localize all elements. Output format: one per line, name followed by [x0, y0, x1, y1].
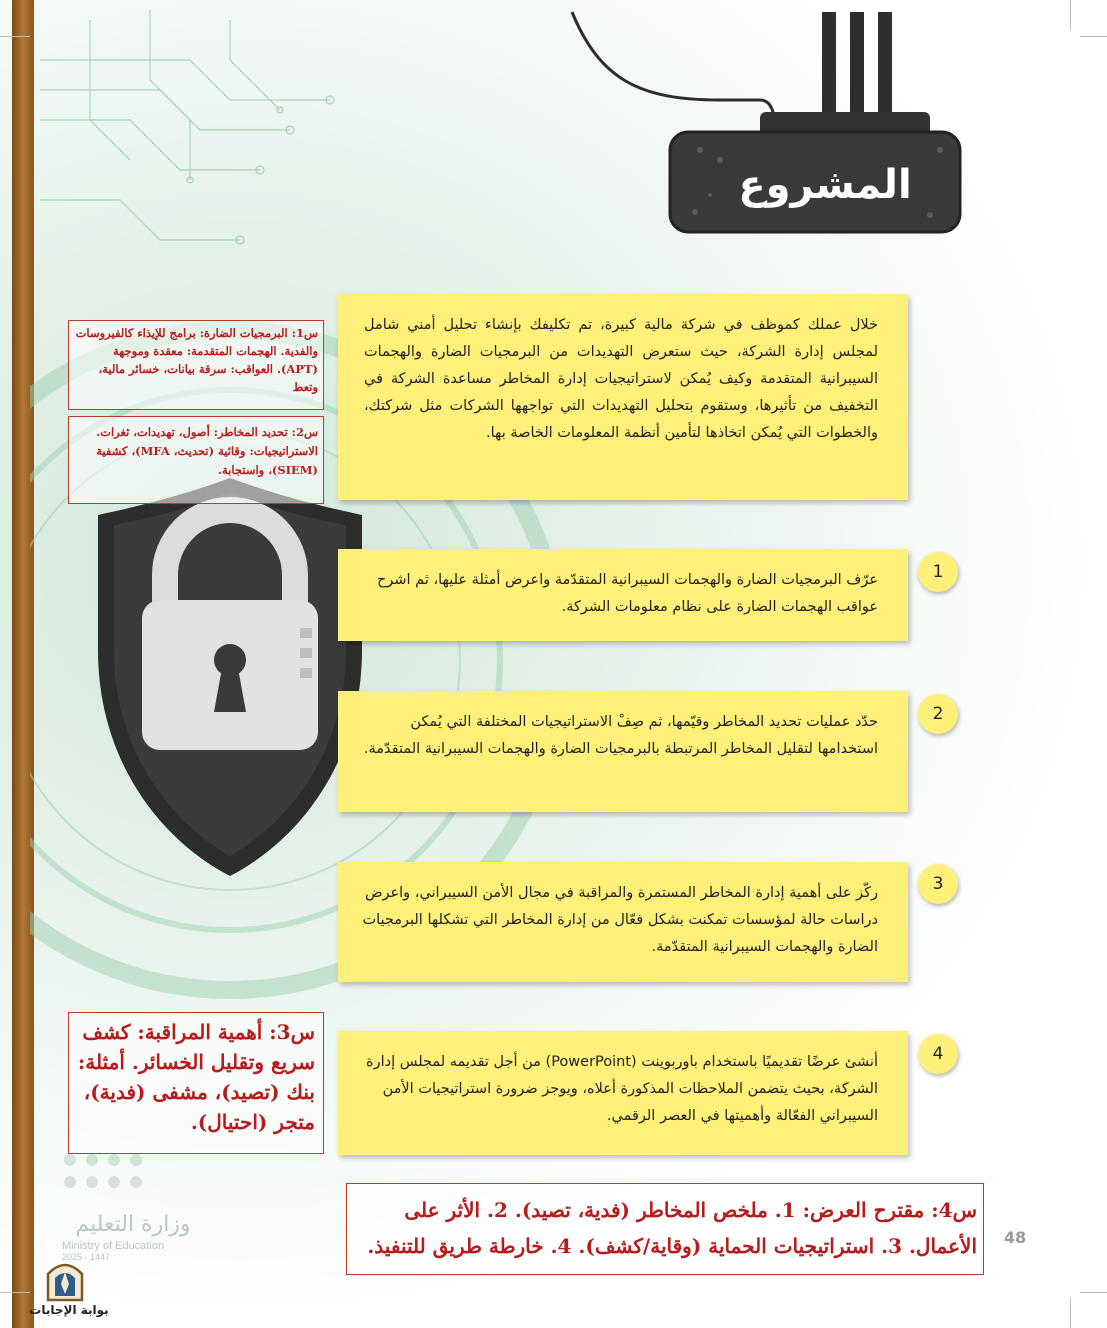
page-title: المشروع: [738, 162, 912, 208]
task-text: ركّز على أهمية إدارة المخاطر المستمرة والمراقبة في مجال الأمن السيبراني، واعرض دراسات حالة لمؤسسات تمكنت بشكل فعّال من إدارة المخاطر التي تشكلها البرمجيات الضارة والهجمات السيبرانية المتقدّمة.: [362, 885, 878, 955]
crop-mark: [0, 36, 30, 37]
site-logo-label: بوابة الإجابات: [29, 1303, 109, 1317]
task-card-4: [338, 1031, 908, 1155]
answer-note-q4: س4: مقترح العرض: 1. ملخص المخاطر (فدية، تصيد). 2. الأثر على الأعمال. 3. استراتيجيات الحماية (وقاية/كشف). 4. خارطة طريق للتنفيذ.: [346, 1183, 984, 1275]
answer-note-q2: س2: تحديد المخاطر: أصول، تهديدات، ثغرات. الاستراتيجيات: وقائية (تحديث، MFA)، كشفية (SIEM)، واستجابة.: [68, 416, 324, 504]
task-card-1: [338, 549, 908, 641]
task-number-badge: 3: [918, 864, 958, 904]
task-card-3: [338, 862, 908, 982]
dot-grid-decoration: [64, 1154, 142, 1188]
ministry-english: Ministry of Education: [62, 1240, 165, 1252]
site-logo-icon: [40, 1254, 90, 1304]
page-number: 48: [1003, 1228, 1027, 1247]
answer-note-q1: س1: البرمجيات الضارة: برامج للإيذاء كالفيروسات والفدية. الهجمات المتقدمة: معقدة وموجهة (APT). العواقب: سرقة بيانات، خسائر مالية، وتعط: [68, 320, 324, 410]
crop-mark: [0, 1292, 30, 1293]
task-text: حدّد عمليات تحديد المخاطر وقيّمها، ثم صِفْ الاستراتيجيات المختلفة التي يُمكن استخدامها لتقليل المخاطر المرتبطة بالبرمجيات الضارة والهجمات السيبرانية المتقدّمة.: [363, 714, 878, 757]
task-text: أنشئ عرضًا تقديميًا باستخدام باوربوينت (PowerPoint) من أجل تقديمه لمجلس إدارة الشركة، بحيث يتضمن الملاحظات المذكورة أعلاه، ويوجز ضرورة استراتيجيات الأمن السيبراني الفعّالة وأهميتها في العصر الرقمي.: [365, 1054, 878, 1124]
crop-mark: [1070, 1298, 1071, 1328]
task-number-badge: 1: [918, 552, 958, 592]
answer-note-q3: س3: أهمية المراقبة: كشف سريع وتقليل الخسائر. أمثلة: بنك (تصيد)، مشفى (فدية)، متجر (احتيال).: [68, 1012, 324, 1154]
task-number-badge: 4: [918, 1034, 958, 1074]
task-text: عرّف البرمجيات الضارة والهجمات السيبرانية المتقدّمة واعرض أمثلة عليها، ثم اشرح عواقب الهجمات الضارة على نظام معلومات الشركة.: [377, 572, 878, 615]
circuit-lines-decoration: [40, 10, 334, 244]
ministry-arabic: وزارة التعليم: [75, 1212, 191, 1237]
task-card-2: [338, 691, 908, 812]
intro-text: خلال عملك كموظف في شركة مالية كبيرة، تم تكليفك بإنشاء تحليل أمني شامل لمجلس إدارة الشركة، حيث ستعرض التهديدات من البرمجيات الضارة والهجمات السيبرانية المتقدمة وكيف يُمكن لاستراتيجيات إدارة المخاطر مساعدة الشركة في التخفيف من تأثيرها، وستقوم بتحليل التهديدات التي تواجهها الشركات مثل شركتك، والخطوات التي يُمكن اتخاذها لتأمين أنظمة المعلومات الخاصة بها.: [364, 317, 878, 441]
crop-mark: [1070, 0, 1071, 30]
task-number-badge: 2: [918, 694, 958, 734]
ministry-year: 2025 - 1447: [62, 1252, 111, 1262]
crop-mark: [1080, 36, 1107, 37]
intro-card: [338, 294, 908, 500]
crop-mark: [1080, 1292, 1107, 1293]
